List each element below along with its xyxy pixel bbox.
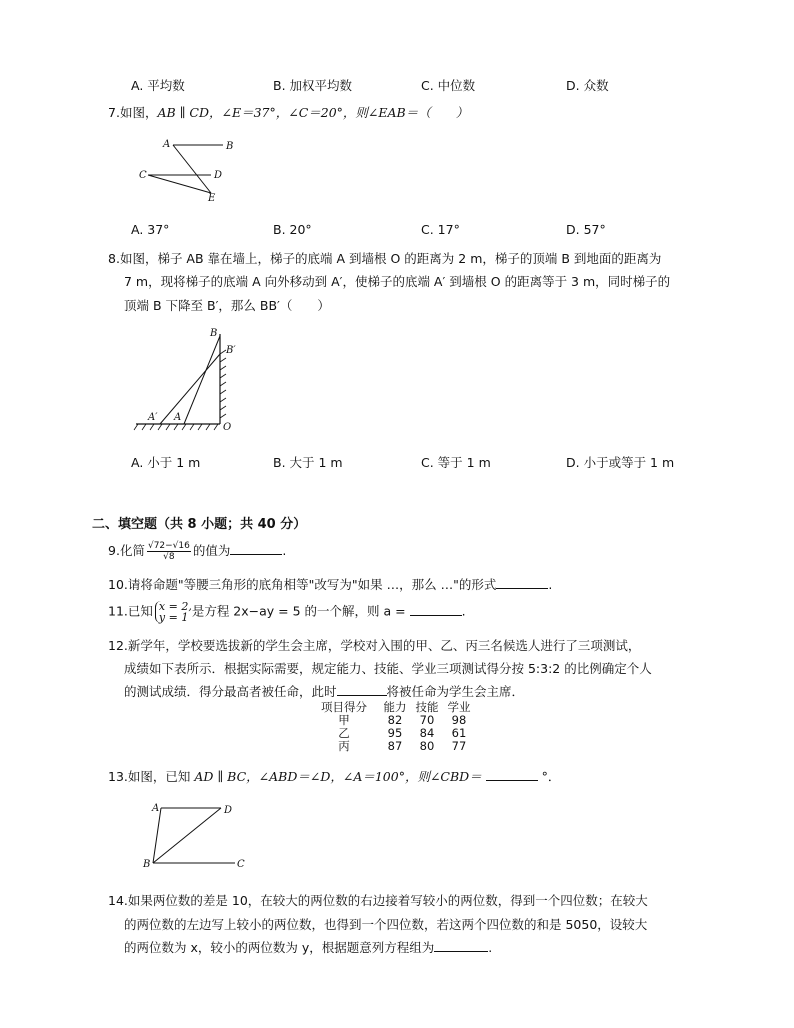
q7-stem-expr: AB ∥ CD，∠E＝37°，∠C＝20°，则∠EAB＝（ ） <box>157 105 469 120</box>
table-header-cell: 能力 <box>383 700 407 714</box>
table-cell: 95 <box>387 726 403 740</box>
q9-fraction <box>147 541 191 562</box>
table-cell: 丙 <box>338 739 350 753</box>
q12-line2: 成绩如下表所示．根据实际需要，规定能力、技能、学业三项测试得分按 5:3:2 的比例确定个人 <box>124 661 652 676</box>
q14-line1-text: 如果两位数的差是 10，在较大的两位数的右边接着写较小的两位数，得到一个四位数；在较大 <box>127 893 648 908</box>
q11-pre: 已知 <box>127 603 153 619</box>
table-cell: 乙 <box>338 726 350 740</box>
table-cell: 77 <box>451 739 467 753</box>
q13-answer-blank[interactable] <box>486 768 538 781</box>
q6-option-b: B. 加权平均数 <box>273 78 353 93</box>
q12-line1-text: 新学年，学校要选拔新的学生会主席，学校对入围的甲、乙、丙三名候选人进行了三项测试， <box>127 638 641 653</box>
q14-number: 14. <box>108 893 128 908</box>
q10-line <box>108 575 552 593</box>
q9-frac-den: √8 <box>163 552 175 562</box>
q14-line2: 的两位数的左边写上较小的两位数，也得到一个四位数，若这两个四位数的和是 5050，设较大 <box>124 917 648 932</box>
q6-option-d: D. 众数 <box>566 78 609 93</box>
table-header-cell: 学业 <box>447 700 471 714</box>
q12-line3b: 将被任命为学生会主席． <box>386 684 525 699</box>
q13-label-b: B <box>143 859 151 870</box>
q12-number: 12. <box>108 638 128 653</box>
q7-option-c: C. 17° <box>421 222 460 237</box>
q14-line3 <box>124 938 492 956</box>
q9-frac-num: √72−√16 <box>147 541 190 551</box>
table-cell: 甲 <box>338 713 350 727</box>
table-header-cell: 项目得分 <box>321 700 367 714</box>
q7-stem-a: 如图， <box>119 105 158 120</box>
q10-end: . <box>548 577 553 592</box>
q7-option-b: B. 20° <box>273 222 312 237</box>
q11-answer-blank[interactable] <box>410 603 462 616</box>
q8-label-b-prime: B′ <box>226 345 236 356</box>
q13-number: 13. <box>108 769 128 784</box>
q7-label-d: D <box>214 170 223 181</box>
q6-option-c: C. 中位数 <box>421 78 476 93</box>
q7-figure <box>135 134 245 206</box>
table-header-cell: 技能 <box>415 700 439 714</box>
q8-line3: 顶端 B 下降至 B′，那么 BB′（ ） <box>124 298 330 313</box>
q13-label-c: C <box>237 859 245 870</box>
q13-label-d: D <box>224 805 233 816</box>
q9-pre: 化简 <box>119 543 145 558</box>
q9-answer-blank[interactable] <box>230 542 282 555</box>
q12-answer-blank[interactable] <box>337 683 387 696</box>
q13-label-a: A <box>152 803 160 814</box>
q14-answer-blank[interactable] <box>434 939 488 952</box>
q11-number: 11. <box>108 603 128 619</box>
q7-label-c: C <box>139 170 147 181</box>
q8-option-c: C. 等于 1 m <box>421 455 491 470</box>
q7-option-d: D. 57° <box>566 222 606 237</box>
q13-end: °． <box>541 769 561 784</box>
q8-line1-text: 如图，梯子 AB 靠在墙上，梯子的底端 A 到墙根 O 的距离为 2 m，梯子的顶端 B 到地面的距离为 <box>119 251 662 266</box>
q11-end: . <box>461 603 466 619</box>
q12-line3a: 的测试成绩．得分最高者被任命，此时 <box>124 684 337 699</box>
q11-system <box>155 601 192 623</box>
q10-text: 请将命题"等腰三角形的底角相等"改写为"如果 …，那么 …"的形式 <box>127 577 497 592</box>
q7-label-e: E <box>208 193 216 204</box>
q14-line1 <box>108 891 648 909</box>
q13-expr: AD ∥ BC，∠ABD＝∠D，∠A＝100°，则∠CBD＝ <box>194 769 482 784</box>
q9-line <box>108 541 286 562</box>
table-cell: 84 <box>419 726 435 740</box>
table-cell: 87 <box>387 739 403 753</box>
q9-end: . <box>282 543 287 558</box>
q8-label-a-prime: A′ <box>148 412 158 423</box>
q8-option-a: A. 小于 1 m <box>131 455 201 470</box>
q13-pre: 如图，已知 <box>127 769 191 784</box>
q10-answer-blank[interactable] <box>496 576 548 589</box>
table-cell: 70 <box>419 713 435 727</box>
q10-number: 10. <box>108 577 128 592</box>
q8-number: 8. <box>108 251 120 266</box>
q9-number: 9. <box>108 543 120 558</box>
q8-label-a: A <box>174 412 182 423</box>
q8-label-b: B <box>210 328 218 339</box>
q8-option-d: D. 小于或等于 1 m <box>566 455 675 470</box>
q8-line1 <box>108 249 661 267</box>
q7-label-a: A <box>163 139 171 150</box>
q11-sys-top: x = 2, <box>158 600 192 613</box>
table-cell: 80 <box>419 739 435 753</box>
q12-line1 <box>108 636 640 654</box>
q11-post: 是方程 2x−ay = 5 的一个解，则 a = <box>191 603 406 619</box>
q7-label-b: B <box>226 141 234 152</box>
q8-figure <box>132 326 242 438</box>
q6-option-a: A. 平均数 <box>131 78 185 93</box>
table-cell: 98 <box>451 713 467 727</box>
table-cell: 61 <box>451 726 467 740</box>
q9-post: 的值为 <box>192 543 231 558</box>
q11-sys-bottom: y = 1 <box>158 611 189 624</box>
q7-number: 7. <box>108 105 120 120</box>
q14-end: . <box>488 940 493 955</box>
q7-stem <box>108 103 468 121</box>
q8-option-b: B. 大于 1 m <box>273 455 343 470</box>
q8-line2: 7 m，现将梯子的底端 A 向外移动到 A′，使梯子的底端 A′ 到墙根 O 的距离等于 3 m，同时梯子的 <box>124 274 671 289</box>
q13-figure <box>140 798 255 874</box>
q13-line <box>108 767 560 785</box>
section-title: 二、填空题（共 8 小题；共 40 分） <box>92 517 307 532</box>
q8-label-o: O <box>223 422 232 433</box>
q7-option-a: A. 37° <box>131 222 170 237</box>
table-cell: 82 <box>387 713 403 727</box>
q12-line3 <box>124 682 524 700</box>
q11-line <box>108 601 466 623</box>
q14-line3-text: 的两位数为 x，较小的两位数为 y，根据题意列方程组为 <box>124 940 435 955</box>
